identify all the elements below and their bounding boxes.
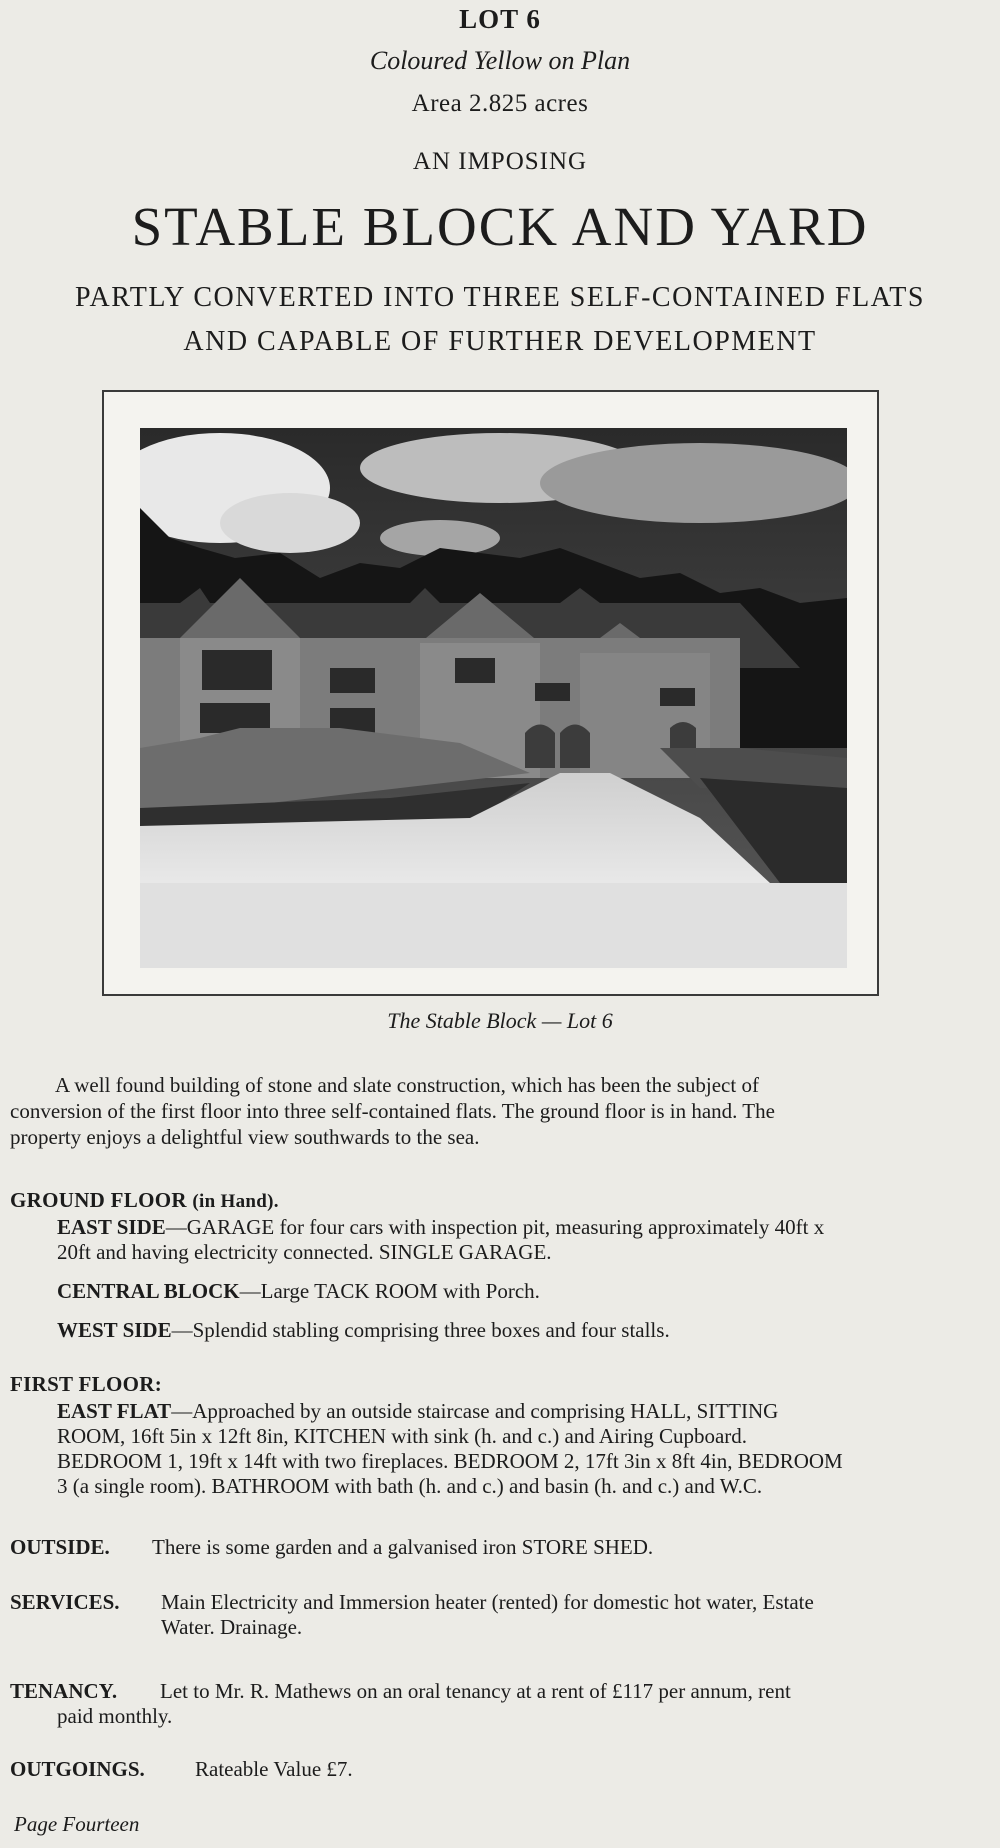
plan-note: Coloured Yellow on Plan bbox=[369, 46, 631, 75]
intro-line-3: property enjoys a delightful view southwards to the sea. bbox=[10, 1125, 480, 1149]
services-label: SERVICES. bbox=[10, 1590, 120, 1614]
services-line-1: Main Electricity and Immersion heater (rented) for domestic hot water, Estate bbox=[161, 1590, 814, 1614]
photo-frame bbox=[102, 390, 879, 996]
photo-caption: The Stable Block — Lot 6 bbox=[387, 1008, 613, 1033]
central-block-label: CENTRAL BLOCK bbox=[57, 1279, 240, 1303]
east-side-line-1: —GARAGE for four cars with inspection pit, measuring approximately 40ft x bbox=[165, 1215, 825, 1239]
tenancy-line-2: paid monthly. bbox=[57, 1704, 173, 1728]
outside-section bbox=[10, 1535, 990, 1560]
east-flat-label: EAST FLAT bbox=[57, 1399, 172, 1423]
ground-floor-heading bbox=[10, 1188, 279, 1213]
outgoings-label: OUTGOINGS. bbox=[10, 1757, 145, 1781]
east-flat-line-3: BEDROOM 1, 19ft x 14ft with two fireplaces. BEDROOM 2, 17ft 3in x 8ft 4in, BEDROOM bbox=[57, 1449, 843, 1473]
page-title: STABLE BLOCK AND YARD bbox=[131, 196, 869, 257]
outgoings-section bbox=[10, 1757, 990, 1782]
west-side-label: WEST SIDE bbox=[57, 1318, 172, 1342]
central-block-text: —Large TACK ROOM with Porch. bbox=[239, 1279, 540, 1303]
east-flat-line-2: ROOM, 16ft 5in x 12ft 8in, KITCHEN with sink (h. and c.) and Airing Cupboard. bbox=[57, 1424, 748, 1448]
tenancy-line-1: Let to Mr. R. Mathews on an oral tenancy at a rent of £117 per annum, rent bbox=[160, 1679, 791, 1703]
ground-floor-note: (in Hand). bbox=[192, 1191, 279, 1212]
ground-east-side bbox=[57, 1215, 990, 1265]
imposing-text: AN IMPOSING bbox=[412, 148, 588, 175]
outside-text: There is some garden and a galvanised iron STORE SHED. bbox=[152, 1535, 654, 1559]
first-east-flat bbox=[57, 1399, 990, 1499]
outgoings-text: Rateable Value £7. bbox=[195, 1757, 353, 1781]
area-text: Area 2.825 acres bbox=[411, 90, 589, 117]
intro-line-1: A well found building of stone and slate construction, which has been the subject of bbox=[55, 1073, 759, 1097]
subtitle-line-2: AND CAPABLE OF FURTHER DEVELOPMENT bbox=[183, 326, 817, 357]
tenancy-label: TENANCY. bbox=[10, 1679, 118, 1703]
lot-number: LOT 6 bbox=[459, 4, 541, 34]
east-side-line-2: 20ft and having electricity connected. SINGLE GARAGE. bbox=[57, 1240, 552, 1264]
services-line-2: Water. Drainage. bbox=[161, 1615, 303, 1639]
subtitle-line-1: PARTLY CONVERTED INTO THREE SELF-CONTAINED FLATS bbox=[75, 282, 925, 313]
tenancy-section bbox=[10, 1679, 990, 1728]
east-flat-line-1: —Approached by an outside staircase and comprising HALL, SITTING bbox=[171, 1399, 779, 1423]
first-floor-heading: FIRST FLOOR: bbox=[10, 1372, 162, 1396]
intro-paragraph bbox=[10, 1072, 990, 1150]
ground-west-side bbox=[57, 1318, 990, 1343]
ground-floor-title: GROUND FLOOR bbox=[10, 1188, 187, 1212]
services-section bbox=[10, 1590, 990, 1639]
stable-block-photo bbox=[140, 428, 847, 968]
page-footer: Page Fourteen bbox=[14, 1812, 140, 1836]
outside-label: OUTSIDE. bbox=[10, 1535, 110, 1559]
intro-line-2: conversion of the first floor into three self-contained flats. The ground floor is in hand. The bbox=[10, 1099, 775, 1123]
ground-central-block bbox=[57, 1279, 990, 1304]
west-side-text: —Splendid stabling comprising three boxes and four stalls. bbox=[171, 1318, 670, 1342]
east-side-label: EAST SIDE bbox=[57, 1215, 166, 1239]
east-flat-line-4: 3 (a single room). BATHROOM with bath (h. and c.) and basin (h. and c.) and W.C. bbox=[57, 1474, 763, 1498]
